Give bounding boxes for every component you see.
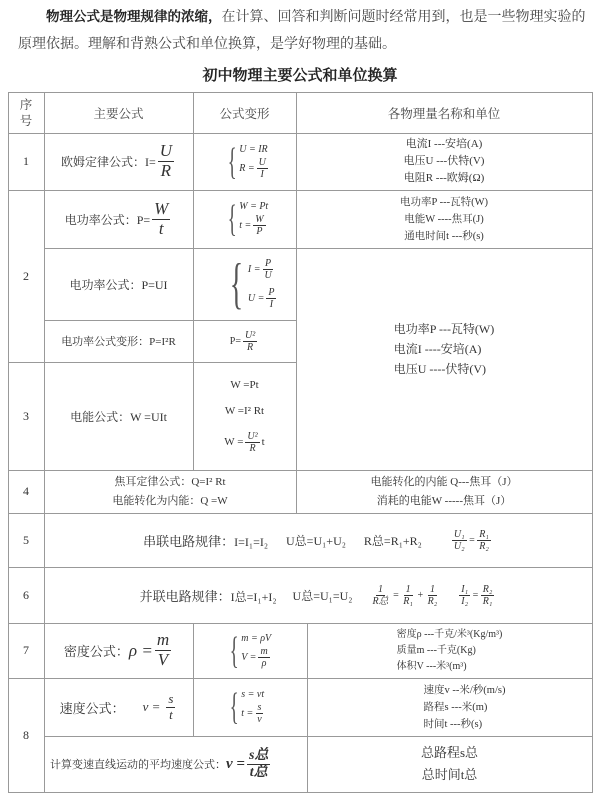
energy-variants xyxy=(193,362,296,470)
speed-variants xyxy=(193,678,307,736)
denominator: I xyxy=(269,299,274,310)
numerator: 1 xyxy=(377,583,383,595)
variant: W = Pt xyxy=(239,201,269,212)
denominator: R₂ xyxy=(479,540,489,552)
formula-lhs: v = xyxy=(142,699,161,714)
page-title: 初中物理主要公式和单位换算 xyxy=(202,66,398,84)
header-formula: 主要公式 xyxy=(93,106,144,121)
brace-icon: { xyxy=(227,140,237,183)
header-no xyxy=(8,92,44,133)
series-circuit-rules xyxy=(44,513,592,567)
brace-icon: { xyxy=(229,686,239,728)
variant: m = ρV xyxy=(241,632,272,644)
intro-text: 在计算、回答和判断问题时经常用到，也是一些物理实验的原理依据。理解和背熟公式和单位换算，是学好物理的基础。 xyxy=(18,10,586,52)
variant-lhs: t = xyxy=(239,219,252,231)
numerator: U² xyxy=(244,329,256,341)
density-units xyxy=(307,623,592,678)
unit-line: 电功率P ---瓦特(W) xyxy=(393,322,495,336)
fraction xyxy=(459,584,470,607)
header-units: 各物理量名称和单位 xyxy=(387,106,501,121)
unit-line: 电能W ----焦耳(J) xyxy=(404,213,484,225)
fraction xyxy=(253,214,265,237)
variant: W =I² Rt xyxy=(224,404,265,417)
fraction xyxy=(426,584,440,607)
variant: W =Pt xyxy=(230,378,259,391)
unit-line: 通电时间t ---秒(s) xyxy=(404,230,484,242)
numerator: P xyxy=(268,287,275,298)
denominator: t xyxy=(158,218,164,238)
fraction xyxy=(262,258,273,281)
numerator: W xyxy=(154,198,169,218)
variant-lhs: W = xyxy=(224,435,244,448)
numerator: U² xyxy=(247,430,258,442)
denominator: V xyxy=(157,650,169,669)
unit-line: 电流I ----安培(A) xyxy=(393,342,482,356)
fraction xyxy=(155,631,171,669)
intro-bold: 物理公式是物理规律的浓缩， xyxy=(46,9,222,25)
unit-line: 总时间t总 xyxy=(421,767,478,782)
denominator: R₂ xyxy=(427,595,438,607)
numerator: m xyxy=(156,630,170,650)
fraction xyxy=(452,529,467,552)
variant xyxy=(239,214,267,237)
formula-lhs: v = xyxy=(226,755,245,772)
fraction xyxy=(166,692,175,722)
border-line xyxy=(8,792,593,793)
energy-formula: 电能公式：W =UIt xyxy=(70,409,167,424)
density-variants xyxy=(193,623,307,678)
denominator: R xyxy=(160,161,172,180)
fraction xyxy=(243,330,257,353)
unit-line: 时间t ---秒(s) xyxy=(423,718,483,730)
numerator: U xyxy=(159,141,173,161)
denominator: U₂ xyxy=(453,540,465,552)
denominator: I₂ xyxy=(461,595,469,607)
power-energy-units xyxy=(296,248,592,470)
rule-formula: U总=U₁+U₂ xyxy=(286,533,346,548)
denominator: ρ xyxy=(261,657,267,669)
ohm-law-units xyxy=(296,133,592,190)
formula-line: 电能转化为内能：Q =W xyxy=(112,494,228,507)
variant-lhs: V = xyxy=(241,651,257,663)
variant xyxy=(248,287,279,310)
rule-formula: I总=I₁+I₂ xyxy=(230,589,277,604)
joule-law-units xyxy=(296,470,592,513)
numerator: s xyxy=(168,691,174,707)
formula-label: 速度公式： xyxy=(59,700,125,716)
fraction xyxy=(258,646,269,669)
variant xyxy=(241,702,265,725)
variant-lhs: I = xyxy=(247,263,261,275)
parallel-label-group xyxy=(140,586,277,605)
row-number: 1 xyxy=(23,154,29,168)
variant xyxy=(241,646,271,669)
row-number: 5 xyxy=(23,532,29,547)
unit-line: 消耗的电能W -----焦耳（J） xyxy=(376,494,512,507)
density-formula xyxy=(44,623,193,678)
fraction xyxy=(158,142,174,180)
fraction xyxy=(477,529,491,552)
reciprocal-formula: $\frac{1}{\text{R总}}$ = $\frac{1}{\text{R₁}}$ + $\frac{1}{\text{R₂}}$ xyxy=(372,583,438,607)
numerator: s xyxy=(257,702,262,713)
unit-line: 电流I ---安培(A) xyxy=(405,138,483,150)
fraction xyxy=(266,287,276,310)
unit-line: 电压U ---伏特(V) xyxy=(403,155,485,167)
variant: U = IR xyxy=(239,143,268,155)
fraction xyxy=(401,584,415,607)
unit-line: 速度v --米/秒(m/s) xyxy=(423,684,506,696)
fraction xyxy=(370,584,390,607)
power-units-a xyxy=(296,190,592,248)
denominator: R xyxy=(249,442,256,454)
formula-label: 欧姆定律公式：I= xyxy=(60,155,156,169)
denominator: P xyxy=(256,226,263,237)
numerator: R₂ xyxy=(482,583,493,595)
denominator: I xyxy=(260,168,264,180)
unit-line: 路程s ---米(m) xyxy=(423,701,488,713)
average-speed-units xyxy=(307,736,592,792)
denominator: R总 xyxy=(372,595,389,607)
formula-label: 密度公式： xyxy=(63,644,129,659)
variant xyxy=(224,431,264,454)
row-number: 8 xyxy=(23,727,29,742)
variant-lhs: U = xyxy=(247,292,265,304)
average-speed-formula xyxy=(44,736,307,792)
formula-label: 电功率公式：P= xyxy=(64,212,151,227)
border-line xyxy=(592,92,593,793)
header-variants: 公式变形 xyxy=(219,106,270,121)
unit-line: 电功率P ---瓦特(W) xyxy=(400,196,488,208)
formula-line: 焦耳定律公式：Q=I² Rt xyxy=(114,475,226,488)
ratio-formula: $\frac{\text{I₁}}{\text{I₂}}$ = $\frac{\text{R₂}}{\text{R₁}}$ xyxy=(461,583,493,607)
variant-lhs: R = xyxy=(239,162,255,174)
fraction xyxy=(247,748,270,780)
speed-formula xyxy=(44,678,193,736)
intro-paragraph xyxy=(18,4,588,58)
power-variant-c xyxy=(193,320,296,362)
header-no-line1: 序 xyxy=(19,97,33,112)
fraction xyxy=(245,431,259,454)
numerator: U xyxy=(258,156,266,168)
fraction xyxy=(152,200,170,238)
power-formula-w-t xyxy=(44,190,193,248)
numerator: R₁ xyxy=(479,528,489,540)
rule-formula: R总=R₁+R₂ xyxy=(363,533,422,548)
power-variants-b xyxy=(193,248,296,320)
denominator: t xyxy=(169,706,173,722)
numerator: I₁ xyxy=(461,583,469,595)
unit-line: 电阻R ---欧姆(Ω) xyxy=(403,172,485,184)
numerator: P xyxy=(265,258,272,269)
row-number: 7 xyxy=(23,643,29,657)
row-number: 2 xyxy=(23,268,29,283)
unit-line: 密度ρ ---千克/米³(Kg/m³) xyxy=(396,628,503,640)
rule-label: 串联电路规律： xyxy=(143,533,235,549)
denominator: R₁ xyxy=(482,595,493,607)
header-no-line2: 号 xyxy=(19,113,33,128)
row-number: 3 xyxy=(23,408,29,423)
variant-tail: t xyxy=(261,435,265,448)
numerator: 1 xyxy=(405,583,411,595)
speed-units xyxy=(307,678,592,736)
joule-law-formula xyxy=(44,470,296,513)
fraction xyxy=(255,702,263,725)
formula-label: 计算变速直线运动的平均速度公式： xyxy=(50,759,226,771)
denominator: R₁ xyxy=(403,595,413,607)
numerator: s总 xyxy=(248,748,269,764)
denominator: U xyxy=(264,270,272,281)
denominator: t总 xyxy=(249,764,268,780)
variant xyxy=(248,258,276,281)
ohm-law-formula xyxy=(44,133,193,190)
rule-formula: U总=U₁=U₂ xyxy=(292,588,353,603)
unit-line: 电能转化的内能 Q---焦耳（J） xyxy=(370,475,518,488)
ratio-formula: $\frac{\text{U₁}}{\text{U₂}}$ = $\frac{\text{R₁}}{\text{R₂}}$ xyxy=(453,528,489,552)
brace-icon: { xyxy=(227,198,237,240)
denominator: v xyxy=(257,714,262,725)
unit-line: 电压U ----伏特(V) xyxy=(393,362,487,376)
numerator: 1 xyxy=(429,583,435,595)
power-formula-i2r: 电功率公式变形：P=I²R xyxy=(61,336,176,348)
row-number: 4 xyxy=(23,484,29,498)
brace-icon: { xyxy=(229,629,239,672)
variant-lhs: P= xyxy=(229,335,241,347)
variant-lhs: t = xyxy=(241,707,254,719)
variant: s = vt xyxy=(241,689,265,700)
numerator: W xyxy=(255,214,264,225)
formula-lhs: ρ = xyxy=(128,640,153,660)
variant xyxy=(239,157,270,180)
power-formula-ui: 电功率公式：P=UI xyxy=(69,277,168,292)
row-number: 6 xyxy=(23,587,29,602)
numerator: m xyxy=(260,645,268,657)
brace-icon: { xyxy=(229,253,244,315)
parallel-circuit-rules xyxy=(44,567,592,623)
unit-line: 总路程s总 xyxy=(420,745,479,760)
series-label-group xyxy=(143,531,268,550)
unit-line: 体积V ---米³(m³) xyxy=(396,660,467,672)
rule-label: 并联电路规律： xyxy=(139,588,231,604)
fraction xyxy=(257,157,268,180)
unit-line: 质量m ---千克(Kg) xyxy=(396,644,476,656)
rule-formula: I=I₁=I₂ xyxy=(234,534,269,549)
fraction xyxy=(481,584,495,607)
ohm-law-variants xyxy=(193,133,296,190)
numerator: U₁ xyxy=(453,528,465,540)
denominator: R xyxy=(247,341,254,353)
power-variants-a xyxy=(193,190,296,248)
